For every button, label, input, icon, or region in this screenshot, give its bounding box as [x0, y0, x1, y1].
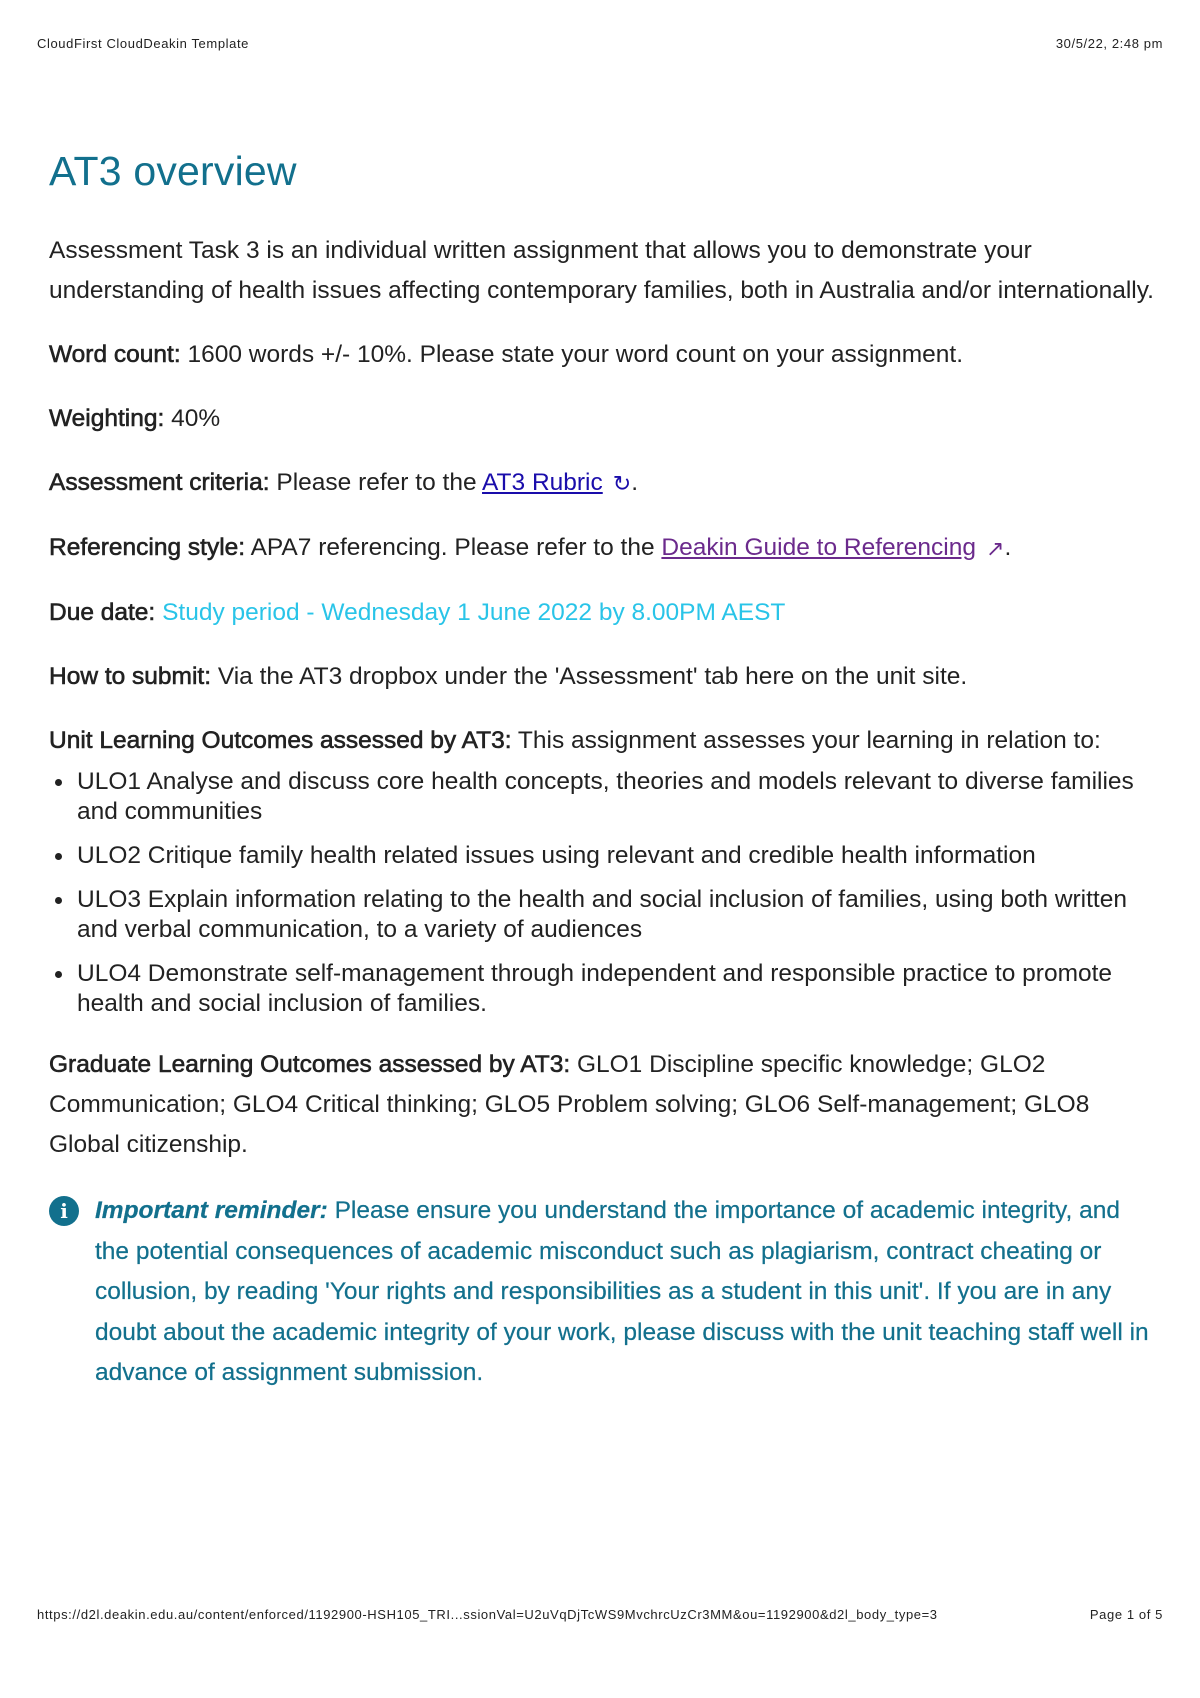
submit-label: How to submit: — [49, 663, 212, 690]
list-item: ULO3 Explain information relating to the health and social inclusion of families, using both written and verbal communication, to a variety of audiences — [77, 885, 1159, 945]
weighting-label: Weighting: — [49, 405, 165, 432]
print-header — [37, 36, 1163, 51]
page-title: AT3 overview — [49, 148, 297, 194]
ulo-text: This assignment assesses your learning in relation to: — [511, 727, 1101, 754]
print-footer — [37, 1607, 1163, 1622]
weighting-text: 40% — [164, 405, 221, 432]
weighting-line — [49, 399, 1159, 439]
print-footer-page: Page 1 of 5 — [1089, 1607, 1163, 1622]
ulo-line — [49, 721, 1159, 761]
reminder-lead: Important reminder: — [95, 1197, 328, 1224]
print-header-timestamp: 30/5/22, 2:48 pm — [1055, 36, 1163, 51]
page-content — [49, 148, 1159, 1394]
due-date-text: Study period - Wednesday 1 June 2022 by 8.00PM AEST — [162, 599, 786, 626]
reminder-body: Please ensure you understand the importance of academic integrity, and the potential consequences of academic misconduct such as plagiarism, contract cheating or collusion, by reading 'Your rights and responsibilities as a student in this unit'. If you are in any doubt about the academic integrity of your work, please discuss with the unit teaching staff well in advance of assignment submission. — [95, 1197, 1149, 1386]
word-count-label: Word count: — [49, 341, 181, 368]
refresh-icon[interactable]: ↻ — [612, 471, 632, 496]
due-date-line — [49, 593, 1159, 633]
glo-label: Graduate Learning Outcomes assessed by AT3: — [49, 1051, 571, 1078]
referencing-label: Referencing style: — [49, 534, 246, 561]
submit-text: Via the AT3 dropbox under the 'Assessment' tab here on the unit site. — [211, 663, 968, 690]
external-link-icon[interactable]: ↗ — [986, 536, 1005, 561]
reminder-text — [95, 1191, 1159, 1394]
referencing-text: APA7 referencing. Please refer to the — [245, 534, 662, 561]
intro-paragraph: Assessment Task 3 is an individual written assignment that allows you to demonstrate your understanding of health issues affecting contemporary families, both in Australia and/or internationally. — [49, 237, 1154, 304]
word-count-text: 1600 words +/- 10%. Please state your word count on your assignment. — [180, 341, 964, 368]
glo-line — [49, 1045, 1159, 1165]
criteria-line — [49, 463, 1159, 504]
referencing-line — [49, 528, 1159, 569]
word-count-line — [49, 335, 1159, 375]
criteria-end: . — [631, 469, 638, 496]
at3-rubric-link[interactable]: AT3 Rubric — [482, 469, 603, 496]
referencing-end: . — [1004, 534, 1012, 561]
print-header-title: CloudFirst CloudDeakin Template — [37, 36, 250, 51]
ulo-label: Unit Learning Outcomes assessed by AT3: — [49, 727, 512, 754]
print-footer-url: https://d2l.deakin.edu.au/content/enforced/1192900-HSH105_TRI...ssionVal=U2uVqDjTcWS9MvchrcUzCr3MM&ou=1192900&d2l_body_type=3 — [37, 1607, 938, 1622]
info-icon: i — [49, 1196, 79, 1226]
deakin-guide-link[interactable]: Deakin Guide to Referencing — [661, 534, 977, 561]
list-item: ULO4 Demonstrate self-management through independent and responsible practice to promote health and social inclusion of families. — [77, 959, 1159, 1019]
due-date-label: Due date: — [49, 599, 156, 626]
important-reminder — [49, 1191, 1159, 1394]
list-item: ULO2 Critique family health related issues using relevant and credible health information — [77, 841, 1159, 871]
list-item: ULO1 Analyse and discuss core health concepts, theories and models relevant to diverse families and communities — [77, 767, 1159, 827]
glo-text: GLO1 Discipline specific knowledge; GLO2 Communication; GLO4 Critical thinking; GLO5 Problem solving; GLO6 Self-management; GLO8 Global citizenship. — [49, 1051, 1090, 1158]
criteria-text: Please refer to the — [269, 469, 483, 496]
criteria-label: Assessment criteria: — [49, 469, 270, 496]
ulo-list — [49, 767, 1159, 1019]
submit-line — [49, 657, 1159, 697]
